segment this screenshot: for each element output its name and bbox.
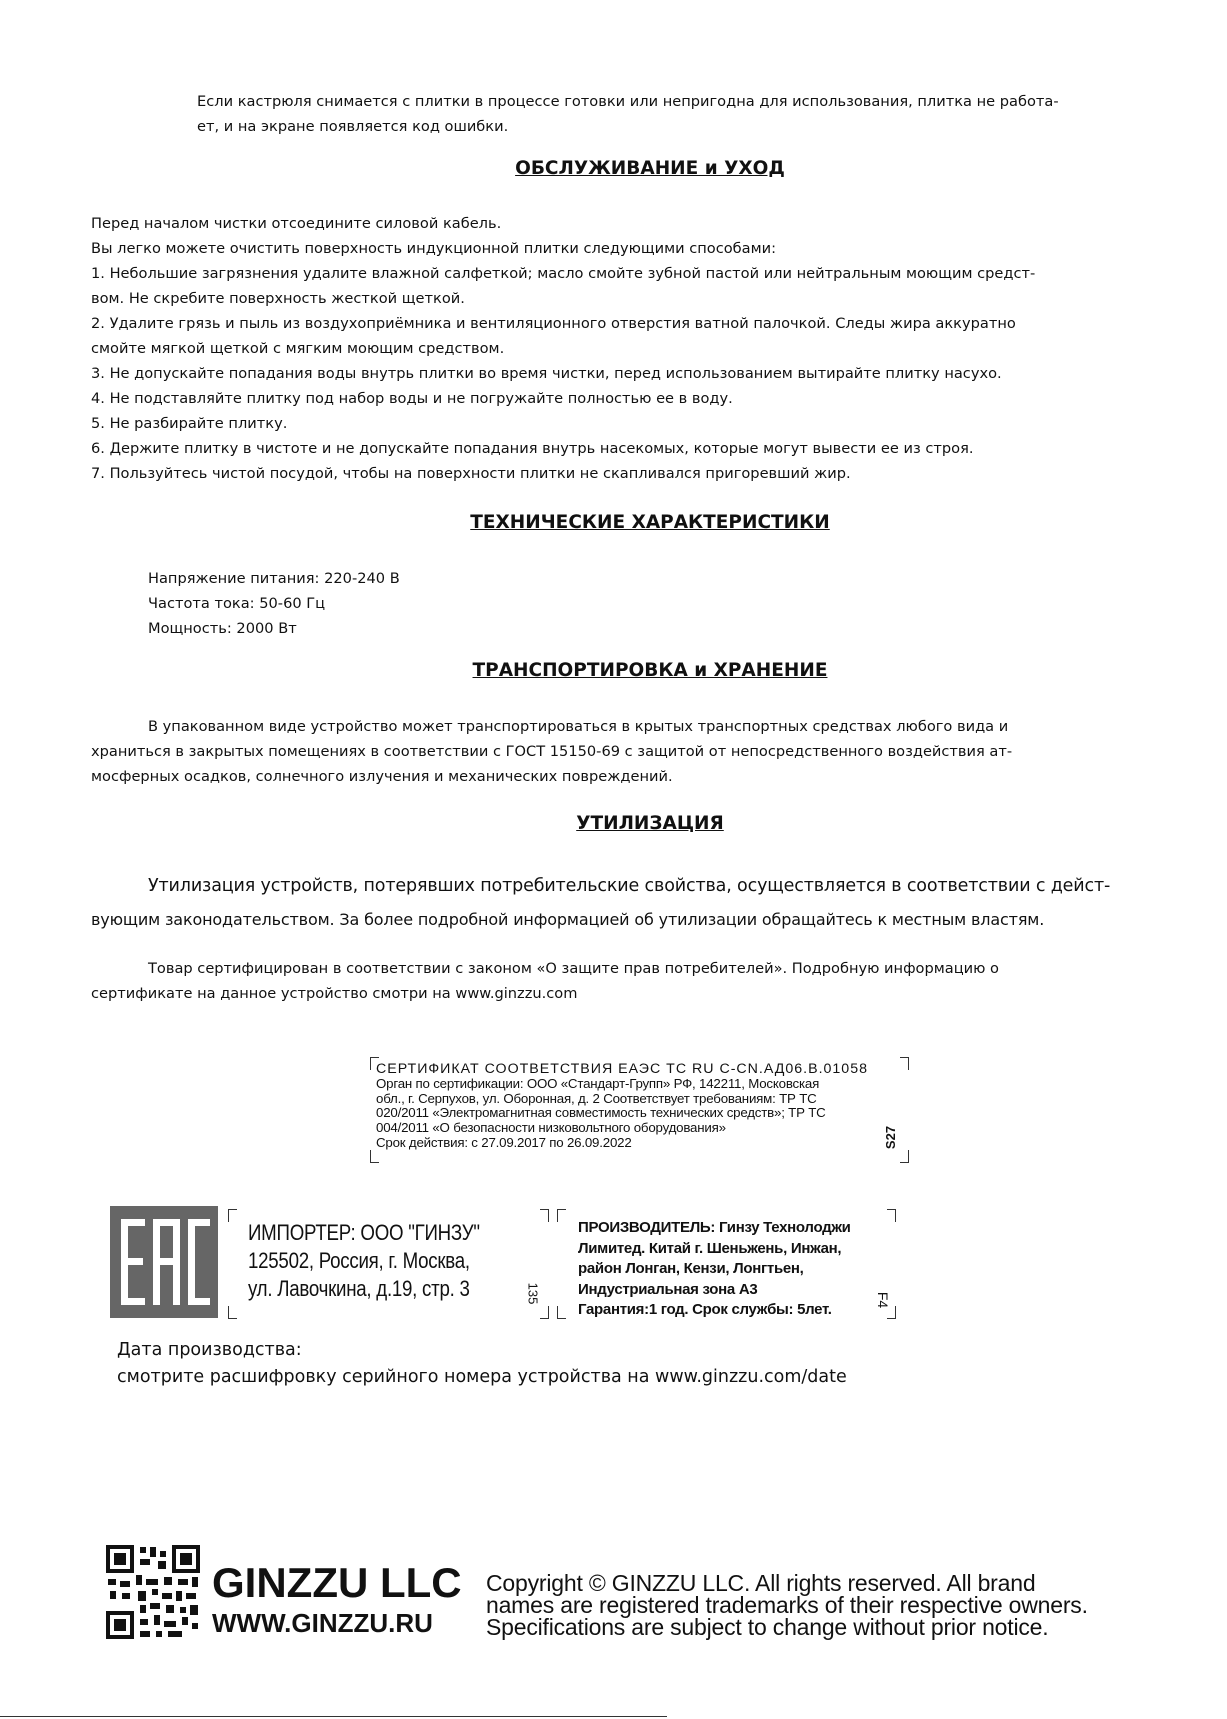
production-date [117,1337,847,1391]
certificate-line: обл., г. Серпухов, ул. Оборонная, д. 2 Соответствует требованиям: ТР ТС [376,1090,817,1106]
transport-paragraph [91,714,1012,789]
manufacturer-line: Гарантия:1 год. Срок службы: 5лет. [578,1301,832,1318]
disposal-paragraph [91,869,1110,937]
list-item: Перед началом чистки отсоедините силовой кабель. [91,215,502,232]
copyright-line: Specifications are subject to change without prior notice. [486,1614,1049,1640]
eac-mark-icon [110,1206,218,1318]
bracket-corner [228,1209,237,1222]
importer-block [248,1219,480,1303]
intro-line: ет, и на экране появляется код ошибки. [197,118,509,135]
list-item: 1. Небольшие загрязнения удалите влажной салфеткой; масло смойте зубной пастой или нейтральным моющим средст- [91,265,1036,282]
paragraph-line: В упакованном виде устройство может транспортироваться в крытых транспортных средствах любого вида и [148,718,1009,735]
certificate-box [376,1062,904,1151]
manufacturer-line: район Лонган, Кензи, Лонгтьен, [578,1260,804,1277]
certificate-line: 004/2011 «О безопасности низковольтного оборудования» [376,1120,726,1136]
list-item: 4. Не подставляйте плитку под набор воды и не погружайте полностью ее в воду. [91,390,733,407]
manufacturer-block [578,1218,851,1321]
paragraph-line: храниться в закрытых помещениях в соответствии с ГОСТ 15150-69 с защитой от непосредственного воздействия ат- [91,743,1013,760]
list-item: вом. Не скребите поверхность жесткой щеткой. [91,290,465,307]
importer-line: ИМПОРТЕР: ООО "ГИНЗУ" [248,1220,480,1245]
maintenance-list [91,211,1035,486]
spec-item: Частота тока: 50-60 Гц [148,595,326,612]
bracket-corner [540,1209,549,1222]
importer-code: 135 [525,1282,541,1305]
certificate-title: СЕРТИФИКАТ СООТВЕТСТВИЯ ЕАЭС ТС RU С-CN.АД06.В.01058 [376,1061,868,1077]
disposal-heading: УТИЛИЗАЦИЯ [576,813,724,834]
spec-item: Напряжение питания: 220-240 В [148,570,400,587]
brand-site[interactable]: WWW.GINZZU.RU [212,1608,433,1638]
bottom-divider [0,1716,667,1717]
intro-line: Если кастрюля снимается с плитки в процессе готовки или непригодна для использования, плитка не работа- [197,93,1059,110]
spec-item: Мощность: 2000 Вт [148,620,297,637]
manufacturer-line: Лимитед. Китай г. Шеньжень, Инжан, [578,1239,842,1257]
bracket-corner [540,1306,549,1319]
maintenance-heading: ОБСЛУЖИВАНИЕ и УХОД [515,158,785,179]
copyright-line: names are registered trademarks of their respective owners. [486,1592,1088,1618]
certificate-line: Срок действия: с 27.09.2017 по 26.09.2022 [376,1134,632,1150]
transport-heading: ТРАНСПОРТИРОВКА и ХРАНЕНИЕ [472,660,828,681]
list-item: 2. Удалите грязь и пыль из воздухоприёмника и вентиляционного отверстия ватной палочкой. Следы жира аккуратно [91,315,1016,332]
brand-name: GINZZU LLC [212,1559,462,1606]
certificate-line: Орган по сертификации: ООО «Стандарт-Групп» РФ, 142211, Московская [376,1075,820,1091]
production-date-label: Дата производства: [117,1340,302,1360]
paragraph-line: сертификате на данное устройство смотри на www.ginzzu.com [91,985,578,1002]
importer-line: ул. Лавочкина, д.19, стр. 3 [248,1276,470,1301]
manufacturer-code: F4 [875,1291,892,1309]
brand-block [212,1560,462,1640]
list-item: Вы легко можете очистить поверхность индукционной плитки следующими способами: [91,240,777,257]
list-item: 5. Не разбирайте плитку. [91,415,288,432]
eac-logo [110,1206,218,1318]
copyright-line: Copyright © GINZZU LLC. All rights reserved. All brand [486,1570,1036,1596]
manufacturer-line: Индустриальная зона А3 [578,1280,758,1298]
list-item: 6. Держите плитку в чистоте и не допускайте попадания внутрь насекомых, которые могут вывести ее из строя. [91,440,974,457]
production-date-text: смотрите расшифровку серийного номера устройства на www.ginzzu.com/date [117,1367,847,1387]
copyright-block [486,1572,1088,1638]
bracket-corner [228,1306,237,1319]
bracket-corner [557,1306,566,1319]
qr-code[interactable] [106,1545,200,1639]
bracket-corner [900,1150,909,1163]
certificate-code: S27 [883,1125,899,1150]
paragraph-line: Утилизация устройств, потерявших потребительские свойства, осуществляется в соответствии с дейст- [148,876,1111,896]
eac-logo-text [218,1206,219,1207]
manufacturer-line: ПРОИЗВОДИТЕЛЬ: Гинзу Технолоджи [578,1219,851,1236]
importer-line: 125502, Россия, г. Москва, [248,1248,470,1273]
bracket-corner [557,1209,566,1222]
specs-list [148,566,400,641]
list-item: смойте мягкой щеткой с мягким моющим средством. [91,340,505,357]
paragraph-line: мосферных осадков, солнечного излучения и механических повреждений. [91,768,673,785]
certification-paragraph [91,956,999,1006]
list-item: 3. Не допускайте попадания воды внутрь плитки во время чистки, перед использованием вытирайте плитку насухо. [91,365,1002,382]
list-item: 7. Пользуйтесь чистой посудой, чтобы на поверхности плитки не скапливался пригоревший жир. [91,465,851,482]
qr-code-icon [106,1545,200,1639]
bracket-corner [370,1150,379,1163]
intro-paragraph [197,89,1059,139]
paragraph-line: вующим законодательством. За более подробной информацией об утилизации обращайтесь к местным властям. [91,910,1045,929]
bracket-corner [887,1209,896,1222]
certificate-line: 020/2011 «Электромагнитная совместимость технических средств»; ТР ТС [376,1105,826,1121]
specs-heading: ТЕХНИЧЕСКИЕ ХАРАКТЕРИСТИКИ [470,512,830,533]
paragraph-line: Товар сертифицирован в соответствии с законом «О защите прав потребителей». Подробную информацию о [148,960,999,977]
